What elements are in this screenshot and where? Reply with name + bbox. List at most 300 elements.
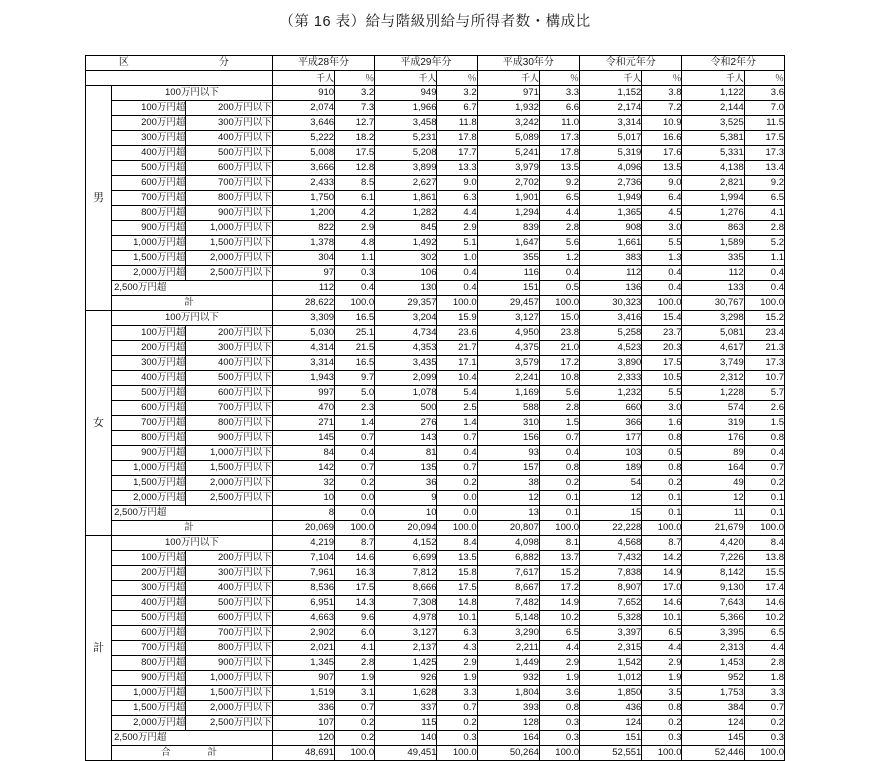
cell-value: 588 [477,401,539,416]
cell-value: 1,519 [272,686,334,701]
cell-value: 1,492 [375,236,437,251]
total-percent: 100.0 [539,296,579,311]
cell-value: 7,482 [477,596,539,611]
cell-percent: 0.4 [539,266,579,281]
cell-percent: 4.1 [335,641,375,656]
cell-percent: 1.9 [642,671,682,686]
range-label: 100万円以下 [112,536,273,551]
cell-percent: 6.7 [437,101,477,116]
cell-percent: 0.7 [437,461,477,476]
cell-percent: 7.3 [335,101,375,116]
cell-value: 9 [375,491,437,506]
cell-value: 11 [682,506,744,521]
cell-percent: 17.7 [437,146,477,161]
cell-percent: 17.8 [539,146,579,161]
cell-value: 124 [580,716,642,731]
cell-percent: 0.4 [642,281,682,296]
range-upper: 200万円以下 [186,326,272,341]
table-row [86,716,785,731]
cell-value: 3,127 [477,311,539,326]
cell-percent: 2.5 [437,401,477,416]
cell-value: 2,736 [580,176,642,191]
cell-percent: 4.4 [437,206,477,221]
cell-percent: 5.2 [744,236,784,251]
table-row [86,401,785,416]
cell-value: 997 [272,386,334,401]
cell-percent: 21.3 [744,341,784,356]
total-percent: 100.0 [539,746,579,761]
total-value: 30,323 [580,296,642,311]
cell-value: 4,663 [272,611,334,626]
cell-percent: 17.5 [642,356,682,371]
cell-value: 2,021 [272,641,334,656]
cell-value: 926 [375,671,437,686]
range-lower: 300万円超 [112,356,186,371]
total-value: 52,551 [580,746,642,761]
cell-value: 7,226 [682,551,744,566]
cell-value: 2,902 [272,626,334,641]
cell-percent: 14.9 [539,596,579,611]
cell-percent: 4.4 [744,641,784,656]
total-percent: 100.0 [437,746,477,761]
cell-value: 1,228 [682,386,744,401]
table-row [86,491,785,506]
cell-value: 12 [477,491,539,506]
header-unit-value-0: 千人 [272,71,334,86]
cell-percent: 9.7 [335,371,375,386]
cell-percent: 15.0 [539,311,579,326]
total-percent: 100.0 [335,296,375,311]
cell-percent: 15.9 [437,311,477,326]
cell-percent: 1.0 [437,251,477,266]
cell-percent: 6.5 [744,191,784,206]
cell-percent: 4.8 [335,236,375,251]
cell-percent: 14.9 [642,566,682,581]
table-container [85,55,785,761]
cell-percent: 13.8 [744,551,784,566]
cell-value: 12 [580,491,642,506]
cell-percent: 10.4 [437,371,477,386]
cell-percent: 0.5 [642,446,682,461]
cell-value: 145 [682,731,744,746]
table-row [86,191,785,206]
cell-percent: 4.4 [539,641,579,656]
table-row [86,626,785,641]
range-lower: 800万円超 [112,206,186,221]
cell-value: 1,661 [580,236,642,251]
cell-value: 12 [682,491,744,506]
cell-value: 1,276 [682,206,744,221]
range-lower: 400万円超 [112,596,186,611]
range-lower: 1,500万円超 [112,476,186,491]
cell-percent: 0.4 [437,446,477,461]
cell-value: 1,949 [580,191,642,206]
table-row [86,656,785,671]
cell-percent: 3.1 [335,686,375,701]
cell-percent: 10.9 [642,116,682,131]
cell-percent: 0.2 [335,716,375,731]
cell-percent: 1.4 [335,416,375,431]
range-upper: 1,000万円以下 [186,221,272,236]
range-lower: 400万円超 [112,146,186,161]
range-upper: 400万円以下 [186,581,272,596]
range-lower: 300万円超 [112,581,186,596]
table-total-row [86,296,785,311]
cell-percent: 5.0 [335,386,375,401]
table-row [86,161,785,176]
cell-percent: 16.6 [642,131,682,146]
range-lower: 1,000万円超 [112,236,186,251]
cell-percent: 0.0 [437,506,477,521]
cell-percent: 0.8 [539,461,579,476]
total-value: 29,457 [477,296,539,311]
cell-percent: 0.4 [642,266,682,281]
cell-value: 5,241 [477,146,539,161]
header-unit-value-1: 千人 [375,71,437,86]
range-lower: 800万円超 [112,656,186,671]
cell-value: 2,312 [682,371,744,386]
cell-value: 383 [580,251,642,266]
cell-percent: 3.6 [539,686,579,701]
cell-value: 3,242 [477,116,539,131]
cell-percent: 6.5 [539,626,579,641]
cell-percent: 17.6 [642,146,682,161]
cell-percent: 9.0 [642,176,682,191]
total-value: 50,264 [477,746,539,761]
cell-percent: 16.3 [335,566,375,581]
range-upper: 1,500万円以下 [186,236,272,251]
cell-percent: 0.8 [642,461,682,476]
cell-value: 8,536 [272,581,334,596]
cell-value: 7,838 [580,566,642,581]
cell-percent: 13.4 [744,161,784,176]
header-unit-blank [86,71,273,86]
table-row [86,356,785,371]
cell-percent: 0.0 [335,491,375,506]
cell-percent: 0.1 [744,506,784,521]
total-label: 計 [112,296,273,311]
cell-value: 500 [375,401,437,416]
cell-percent: 1.8 [744,671,784,686]
cell-percent: 0.3 [539,716,579,731]
range-lower: 600万円超 [112,176,186,191]
cell-value: 1,152 [580,86,642,101]
cell-value: 3,395 [682,626,744,641]
total-value: 20,069 [272,521,334,536]
header-unit-value-4: 千人 [682,71,744,86]
range-lower: 200万円超 [112,566,186,581]
range-upper: 2,500万円以下 [186,716,272,731]
cell-value: 1,628 [375,686,437,701]
cell-percent: 0.1 [642,491,682,506]
cell-value: 355 [477,251,539,266]
table-row [86,611,785,626]
cell-percent: 0.5 [539,281,579,296]
cell-value: 932 [477,671,539,686]
cell-percent: 5.5 [642,386,682,401]
cell-value: 115 [375,716,437,731]
cell-percent: 0.2 [437,716,477,731]
cell-percent: 12.7 [335,116,375,131]
range-upper: 2,500万円以下 [186,266,272,281]
total-value: 22,228 [580,521,642,536]
range-upper: 1,000万円以下 [186,446,272,461]
cell-percent: 6.1 [335,191,375,206]
cell-value: 5,017 [580,131,642,146]
cell-value: 7,617 [477,566,539,581]
cell-percent: 17.5 [335,146,375,161]
cell-percent: 3.5 [642,686,682,701]
header-unit-value-3: 千人 [580,71,642,86]
cell-percent: 23.6 [437,326,477,341]
cell-percent: 2.8 [539,221,579,236]
group-label-sum: 計 [86,536,112,761]
range-lower: 1,500万円超 [112,251,186,266]
range-label: 2,500万円超 [112,281,273,296]
cell-value: 4,420 [682,536,744,551]
cell-value: 1,753 [682,686,744,701]
range-upper: 300万円以下 [186,566,272,581]
range-lower: 1,000万円超 [112,686,186,701]
cell-percent: 17.3 [744,146,784,161]
cell-value: 2,333 [580,371,642,386]
cell-value: 4,138 [682,161,744,176]
cell-percent: 0.0 [437,491,477,506]
range-upper: 1,500万円以下 [186,686,272,701]
table-total-row [86,521,785,536]
cell-percent: 6.5 [744,626,784,641]
cell-value: 839 [477,221,539,236]
cell-value: 81 [375,446,437,461]
cell-percent: 7.0 [744,101,784,116]
range-lower: 2,000万円超 [112,491,186,506]
cell-value: 3,458 [375,116,437,131]
cell-percent: 0.2 [335,731,375,746]
table-row [86,116,785,131]
cell-value: 1,804 [477,686,539,701]
range-upper: 2,500万円以下 [186,491,272,506]
cell-percent: 1.9 [335,671,375,686]
cell-value: 15 [580,506,642,521]
header-unit-value-2: 千人 [477,71,539,86]
cell-value: 89 [682,446,744,461]
range-upper: 500万円以下 [186,146,272,161]
cell-value: 97 [272,266,334,281]
range-label: 2,500万円超 [112,731,273,746]
range-lower: 2,000万円超 [112,266,186,281]
range-lower: 300万円超 [112,131,186,146]
total-value: 52,446 [682,746,744,761]
cell-value: 2,211 [477,641,539,656]
cell-percent: 25.1 [335,326,375,341]
cell-percent: 2.6 [744,401,784,416]
cell-percent: 3.2 [437,86,477,101]
range-lower: 200万円超 [112,116,186,131]
cell-percent: 5.1 [437,236,477,251]
cell-value: 1,012 [580,671,642,686]
cell-percent: 14.6 [642,596,682,611]
cell-percent: 2.8 [744,656,784,671]
cell-value: 335 [682,251,744,266]
cell-value: 84 [272,446,334,461]
range-lower: 1,500万円超 [112,701,186,716]
cell-percent: 1.9 [437,671,477,686]
cell-percent: 0.4 [335,281,375,296]
cell-value: 971 [477,86,539,101]
cell-value: 7,652 [580,596,642,611]
cell-value: 1,850 [580,686,642,701]
cell-value: 5,030 [272,326,334,341]
cell-value: 7,308 [375,596,437,611]
cell-value: 319 [682,416,744,431]
cell-value: 5,231 [375,131,437,146]
cell-value: 1,200 [272,206,334,221]
cell-value: 2,821 [682,176,744,191]
cell-value: 4,152 [375,536,437,551]
cell-percent: 3.0 [642,401,682,416]
range-upper: 500万円以下 [186,371,272,386]
cell-value: 103 [580,446,642,461]
cell-percent: 17.2 [539,356,579,371]
range-lower: 100万円超 [112,326,186,341]
range-upper: 1,500万円以下 [186,461,272,476]
range-upper: 700万円以下 [186,626,272,641]
cell-value: 5,208 [375,146,437,161]
cell-percent: 17.5 [744,131,784,146]
cell-percent: 17.5 [437,581,477,596]
cell-percent: 3.3 [539,86,579,101]
table-row [86,446,785,461]
range-lower: 100万円超 [112,101,186,116]
range-upper: 200万円以下 [186,551,272,566]
range-upper: 900万円以下 [186,206,272,221]
cell-value: 124 [682,716,744,731]
cell-value: 2,137 [375,641,437,656]
cell-percent: 0.7 [744,461,784,476]
cell-value: 1,345 [272,656,334,671]
table-row [86,641,785,656]
cell-value: 140 [375,731,437,746]
cell-value: 276 [375,416,437,431]
cell-percent: 17.0 [642,581,682,596]
cell-percent: 8.7 [335,536,375,551]
cell-value: 3,204 [375,311,437,326]
cell-value: 1,365 [580,206,642,221]
cell-value: 6,951 [272,596,334,611]
cell-value: 5,008 [272,146,334,161]
range-lower: 500万円超 [112,161,186,176]
cell-value: 36 [375,476,437,491]
table-row [86,476,785,491]
range-lower: 100万円超 [112,551,186,566]
table-row [86,236,785,251]
cell-percent: 7.2 [642,101,682,116]
cell-percent: 1.3 [642,251,682,266]
header-year-1: 平成29年分 [375,56,477,71]
cell-percent: 5.7 [744,386,784,401]
cell-percent: 8.7 [642,536,682,551]
cell-value: 1,901 [477,191,539,206]
cell-percent: 1.5 [744,416,784,431]
cell-value: 2,144 [682,101,744,116]
cell-percent: 21.7 [437,341,477,356]
range-lower: 1,000万円超 [112,461,186,476]
cell-value: 3,435 [375,356,437,371]
cell-value: 128 [477,716,539,731]
cell-percent: 15.2 [744,311,784,326]
range-upper: 600万円以下 [186,161,272,176]
cell-percent: 6.5 [642,626,682,641]
cell-percent: 18.2 [335,131,375,146]
total-percent: 100.0 [539,521,579,536]
cell-percent: 10.8 [539,371,579,386]
table-row [86,206,785,221]
cell-value: 1,861 [375,191,437,206]
table-row [86,86,785,101]
cell-percent: 8.4 [437,536,477,551]
header-unit-pct-3: ％ [642,71,682,86]
cell-percent: 0.4 [744,446,784,461]
cell-value: 106 [375,266,437,281]
range-lower: 700万円超 [112,416,186,431]
cell-percent: 0.1 [744,491,784,506]
cell-value: 2,241 [477,371,539,386]
range-lower: 500万円超 [112,611,186,626]
header-unit-pct-4: ％ [744,71,784,86]
cell-percent: 16.5 [335,356,375,371]
cell-value: 7,104 [272,551,334,566]
header-year-0: 平成28年分 [272,56,374,71]
cell-value: 4,096 [580,161,642,176]
cell-percent: 4.5 [642,206,682,221]
header-unit-pct-1: ％ [437,71,477,86]
cell-value: 5,222 [272,131,334,146]
cell-value: 156 [477,431,539,446]
cell-value: 3,309 [272,311,334,326]
cell-percent: 6.3 [437,191,477,206]
cell-value: 1,932 [477,101,539,116]
cell-percent: 1.1 [744,251,784,266]
range-lower: 600万円超 [112,626,186,641]
cell-percent: 14.8 [437,596,477,611]
cell-value: 863 [682,221,744,236]
cell-value: 8,667 [477,581,539,596]
range-upper: 800万円以下 [186,191,272,206]
cell-value: 5,331 [682,146,744,161]
cell-value: 10 [375,506,437,521]
cell-value: 5,328 [580,611,642,626]
cell-value: 189 [580,461,642,476]
cell-value: 910 [272,86,334,101]
cell-percent: 0.0 [335,506,375,521]
cell-percent: 2.9 [335,221,375,236]
cell-value: 7,432 [580,551,642,566]
cell-percent: 16.5 [335,311,375,326]
cell-value: 949 [375,86,437,101]
cell-percent: 1.2 [539,251,579,266]
cell-value: 4,219 [272,536,334,551]
range-upper: 2,000万円以下 [186,476,272,491]
range-upper: 300万円以下 [186,341,272,356]
range-upper: 600万円以下 [186,611,272,626]
income-class-table [85,55,785,761]
cell-percent: 13.3 [437,161,477,176]
cell-percent: 0.4 [744,281,784,296]
cell-value: 4,353 [375,341,437,356]
cell-percent: 10.1 [642,611,682,626]
cell-value: 5,081 [682,326,744,341]
cell-percent: 8.4 [744,536,784,551]
